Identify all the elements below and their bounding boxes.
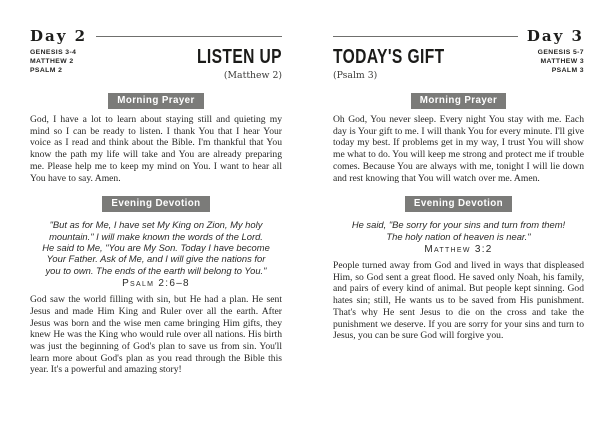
morning-prayer-text: God, I have a lot to learn about staying still and quieting my mind so I can be ready to listen. I thank You that I hear Your voice as I read and think about the Bible. I'm thankful that You know the path my life will take and You are already preparing me. Please help me to keep my mind on You. I want to hear all You have to say. Amen. [30, 114, 282, 184]
reading-item: MATTHEW 2 [30, 57, 74, 65]
title-block [173, 46, 282, 81]
reading-item: GENESIS 5-7 [537, 49, 584, 56]
day-heading: Day 3 [526, 27, 584, 45]
devotion-title: TODAY'S GIFT [333, 46, 445, 68]
morning-prayer-badge: Morning Prayer [411, 93, 506, 109]
scripture-reference: Matthew 3:2 [424, 244, 493, 256]
devotion-title: LISTEN UP [197, 46, 282, 68]
evening-devotion-badge-row [333, 193, 584, 212]
evening-devotion-badge: Evening Devotion [405, 196, 512, 212]
header-row [333, 46, 584, 81]
evening-devotion-text: God saw the world filling with sin, but He had a plan. He sent Jesus and made Him King and Ruler over all the earth. After Jesus was born and the wise men came bringing Him gifts, they knew He was the King who would rule over all nations. His birth was just the beginning of God's plan to save us from sin. You'll learn more about God's plan as you read through the Bible this year. It's a powerful and amazing story! [30, 294, 282, 376]
devotion-title-reference: (Psalm 3) [333, 70, 378, 81]
evening-devotion-badge: Evening Devotion [102, 196, 209, 212]
reading-item: MATTHEW 3 [540, 57, 584, 65]
page-header [30, 27, 282, 45]
reading-item: PSALM 3 [551, 66, 584, 74]
scripture-quote: "But as for Me, I have set My King on Zion, My holy mountain." I will make known the words of the Lord. He said to Me, "You are My Son. Today I have become Your Father. Ask of Me, and I will give the nations for you to own. The ends of the earth will belong to You." [42, 219, 270, 276]
morning-prayer-badge-row [30, 90, 282, 109]
reading-list [538, 46, 584, 75]
scripture-reference: Psalm 2:6–8 [122, 278, 190, 290]
morning-prayer-text: Oh God, You never sleep. Every night You stay with me. Each day is Your gift to me. I will thank You for every minute. I'll give today my best. If problems get in my way, I trust You will show me what to do. You will keep me strong and protect me if trouble comes. Because You are always with me, tonight I will lie down and rest knowing that You will watch over me. Amen. [333, 114, 584, 184]
evening-devotion-text: People turned away from God and lived in ways that displeased Him, so God sent a great flood. He saved only Noah, his family, and pairs of every kind of animal. But people kept sinning. God hates sin; still, He wants us to be saved from His punishment. That's why He sent Jesus to die on the cross and take the punishment we deserve. If you are sorry for your sins and turn to Jesus, you can be sure God will forgive you. [333, 260, 584, 342]
reading-list [30, 46, 76, 75]
morning-prayer-badge: Morning Prayer [108, 93, 203, 109]
reading-item: PSALM 2 [30, 66, 63, 74]
devotion-title-reference: (Matthew 2) [223, 70, 282, 81]
day-heading: Day 2 [30, 27, 88, 45]
morning-prayer-badge-row [333, 90, 584, 109]
header-rule [96, 36, 282, 37]
header-rule [333, 36, 518, 37]
page-header [333, 27, 584, 45]
page-day-3 [333, 27, 584, 342]
evening-devotion-badge-row [30, 193, 282, 212]
scripture-quote: He said, "Be sorry for your sins and turn from them! The holy nation of heaven is near." [351, 219, 566, 242]
page-day-2 [30, 27, 282, 376]
title-block [333, 46, 476, 81]
reading-item: GENESIS 3-4 [30, 49, 77, 56]
header-row [30, 46, 282, 81]
